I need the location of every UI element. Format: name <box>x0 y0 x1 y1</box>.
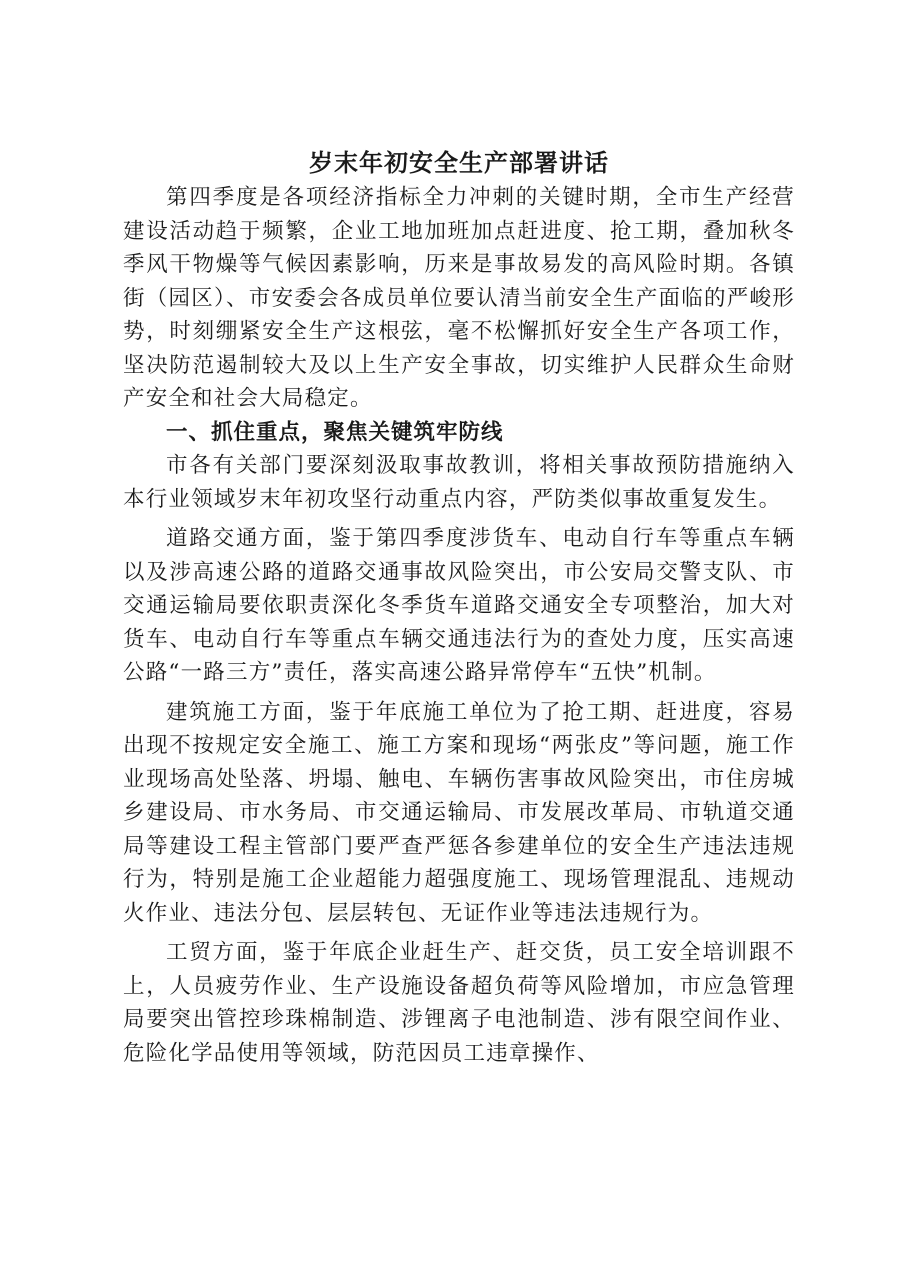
paragraph-industry-trade: 工贸方面，鉴于年底企业赶生产、赶交货，员工安全培训跟不上，人员疲劳作业、生产设施设备超负荷等风险增加，市应急管理局要突出管控珍珠棉制造、涉锂离子电池制造、涉有限空间作业、危险化学品使用等领域，防范因员工违章操作、 <box>123 940 795 1066</box>
intro-paragraph: 第四季度是各项经济指标全力冲刺的关键时期，全市生产经营建设活动趋于频繁，企业工地加班加点赶进度、抢工期，叠加秋冬季风干物燥等气候因素影响，历来是事故易发的高风险时期。各镇街（园区）、市安委会各成员单位要认清当前安全生产面临的严峻形势，时刻绷紧安全生产这根弦，毫不松懈抓好安全生产各项工作，坚决防范遏制较大及以上生产安全事故，切实维护人民群众生命财产安全和社会大局稳定。 <box>123 185 795 411</box>
paragraph-lessons: 市各有关部门要深刻汲取事故教训，将相关事故预防措施纳入本行业领域岁末年初攻坚行动重点内容，严防类似事故重复发生。 <box>123 453 795 512</box>
document-page <box>123 146 795 1070</box>
paragraph-construction: 建筑施工方面，鉴于年底施工单位为了抢工期、赶进度，容易出现不按规定安全施工、施工方案和现场“两张皮”等问题，施工作业现场高处坠落、坍塌、触电、车辆伤害事故风险突出，市住房城乡建设局、市水务局、市交通运输局、市发展改革局、市轨道交通局等建设工程主管部门要严查严惩各参建单位的安全生产违法违规行为，特别是施工企业超能力超强度施工、现场管理混乱、违规动火作业、违法分包、层层转包、无证作业等违法违规行为。 <box>123 699 795 926</box>
document-title: 岁末年初安全生产部署讲话 <box>309 148 609 177</box>
section-heading-1: 一、抓住重点，聚焦关键筑牢防线 <box>166 419 504 445</box>
paragraph-road-traffic: 道路交通方面，鉴于第四季度涉货车、电动自行车等重点车辆以及涉高速公路的道路交通事故风险突出，市公安局交警支队、市交通运输局要依职责深化冬季货车道路交通安全专项整治，加大对货车、电动自行车等重点车辆交通违法行为的查处力度，压实高速公路“一路三方”责任，落实高速公路异常停车“五快”机制。 <box>123 526 795 685</box>
